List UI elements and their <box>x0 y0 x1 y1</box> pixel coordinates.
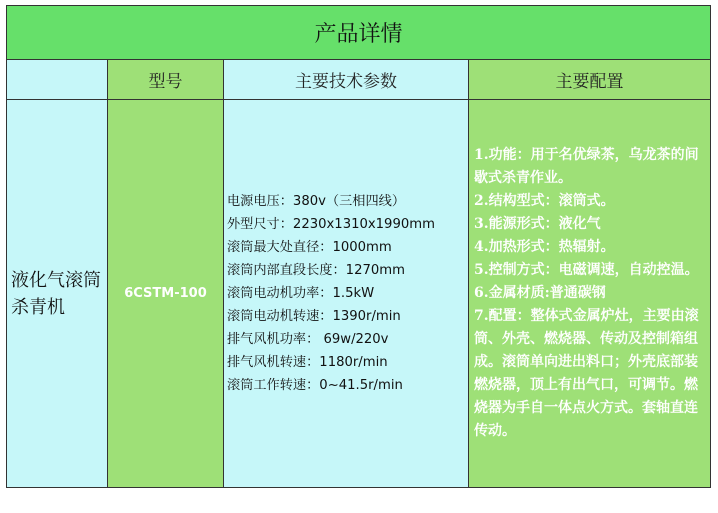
config-item: 7.配置：整体式金属炉灶，主要由滚筒、外壳、燃烧器、传动及控制箱组成。滚筒单向进出料口；外壳底部装燃烧器，顶上有出气口，可调节。燃烧器为手自一体点火方式。套轴直连传动。 <box>474 308 699 439</box>
main-config-list <box>469 144 710 443</box>
product-name-cell <box>7 100 108 487</box>
config-item: 5.控制方式：电磁调速，自动控温。 <box>474 262 699 278</box>
main-config-cell <box>469 100 710 487</box>
product-name: 液化气滚筒杀青机 <box>11 269 101 318</box>
param-item: 滚筒最大处直径：1000mm <box>227 240 392 255</box>
product-details-table <box>6 5 711 488</box>
config-item: 3.能源形式：液化气 <box>474 216 601 232</box>
param-item: 滚筒内部直段长度：1270mm <box>227 263 405 278</box>
product-model-cell <box>108 100 224 487</box>
header-empty-cell <box>7 60 108 100</box>
param-item: 滚筒工作转速：0~41.5r/min <box>227 378 403 393</box>
tech-params-list <box>224 190 435 397</box>
param-item: 排气风机功率： 69w/220v <box>227 332 389 347</box>
config-item: 4.加热形式：热辐射。 <box>474 239 615 255</box>
header-main-config: 主要配置 <box>469 60 710 100</box>
param-item: 滚筒电动机转速：1390r/min <box>227 309 401 324</box>
header-model: 型号 <box>108 60 224 100</box>
param-item: 外型尺寸：2230x1310x1990mm <box>227 217 435 232</box>
param-item: 滚筒电动机功率：1.5kW <box>227 286 375 301</box>
product-model: 6CSTM-100 <box>124 286 207 301</box>
tech-params-cell <box>224 100 469 487</box>
config-item: 1.功能：用于名优绿茶，乌龙茶的间歇式杀青作业。 <box>474 147 699 186</box>
param-item: 电源电压：380v（三相四线） <box>227 194 406 209</box>
param-item: 排气风机转速：1180r/min <box>227 355 388 370</box>
config-item: 2.结构型式：滚筒式。 <box>474 193 615 209</box>
config-item: 6.金属材质:普通碳钢 <box>474 285 606 301</box>
header-tech-params: 主要技术参数 <box>224 60 469 100</box>
table-title: 产品详情 <box>7 6 710 60</box>
